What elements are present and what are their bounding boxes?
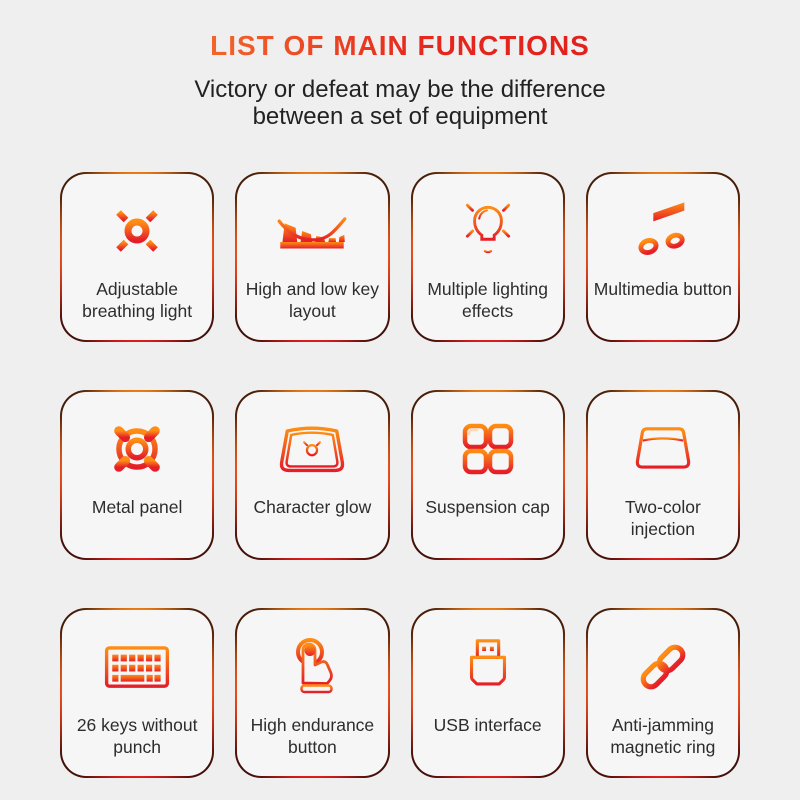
feature-card-inner bbox=[588, 610, 738, 776]
feature-card bbox=[586, 172, 740, 342]
feature-card-inner bbox=[413, 610, 563, 776]
feature-label: High and low key layout bbox=[245, 279, 380, 321]
feature-card bbox=[411, 608, 565, 778]
feature-card-inner bbox=[62, 610, 212, 776]
feature-label: 26 keys without punch bbox=[76, 715, 198, 757]
chain-link-icon bbox=[630, 626, 696, 708]
feature-card bbox=[60, 390, 214, 560]
feature-card bbox=[586, 608, 740, 778]
subtitle-line-1: Victory or defeat may be the difference bbox=[194, 76, 606, 103]
feature-label: Two-color injection bbox=[624, 497, 701, 539]
subtitle-line-2: between a set of equipment bbox=[252, 103, 548, 130]
feature-label: Character glow bbox=[253, 497, 372, 517]
feature-card bbox=[235, 608, 389, 778]
feature-label: Adjustable breathing light bbox=[82, 279, 193, 321]
feature-card-inner bbox=[237, 392, 387, 558]
feature-card bbox=[411, 390, 565, 560]
header bbox=[0, 0, 800, 130]
gear-icon bbox=[102, 408, 172, 490]
feature-card-inner bbox=[237, 174, 387, 340]
key-layout-icon bbox=[277, 190, 347, 272]
feature-card bbox=[235, 172, 389, 342]
subtitle bbox=[0, 76, 800, 130]
keyboard-icon bbox=[101, 626, 173, 708]
breathing-light-icon bbox=[105, 190, 169, 272]
feature-card bbox=[235, 390, 389, 560]
keycap-icon bbox=[629, 408, 697, 490]
feature-label: Anti-jamming magnetic ring bbox=[610, 715, 716, 757]
feature-grid bbox=[60, 172, 740, 778]
feature-label: High endurance button bbox=[250, 715, 375, 757]
feature-card-inner bbox=[588, 174, 738, 340]
feature-label: Suspension cap bbox=[425, 497, 550, 517]
feature-card-inner bbox=[62, 392, 212, 558]
feature-label: USB interface bbox=[433, 715, 542, 735]
multimedia-note-icon bbox=[632, 190, 694, 272]
character-glow-icon bbox=[276, 408, 348, 490]
feature-card-inner bbox=[62, 174, 212, 340]
feature-label: Multimedia button bbox=[593, 279, 732, 299]
feature-label: Metal panel bbox=[91, 497, 183, 517]
feature-card-inner bbox=[237, 610, 387, 776]
finger-tap-icon bbox=[280, 626, 344, 708]
feature-card-inner bbox=[413, 174, 563, 340]
lighting-effects-icon bbox=[455, 190, 521, 272]
feature-card bbox=[586, 390, 740, 560]
feature-card-inner bbox=[588, 392, 738, 558]
suspension-cap-icon bbox=[456, 408, 520, 490]
feature-card bbox=[411, 172, 565, 342]
feature-card-inner bbox=[413, 392, 563, 558]
usb-plug-icon bbox=[457, 626, 519, 708]
feature-label: Multiple lighting effects bbox=[427, 279, 548, 321]
feature-card bbox=[60, 608, 214, 778]
page-title: LIST OF MAIN FUNCTIONS bbox=[210, 30, 590, 61]
feature-card bbox=[60, 172, 214, 342]
